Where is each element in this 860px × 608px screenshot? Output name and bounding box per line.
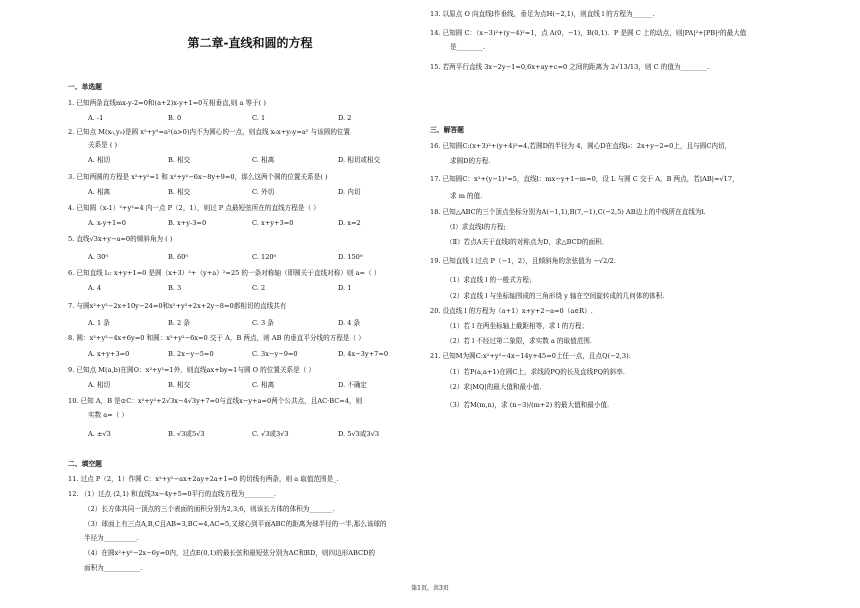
text-line: B. 2x−y−5=0 [168,350,214,358]
text-line: C. 相离 [252,381,275,389]
text-line: （1）求直线 l 的一般式方程； [446,276,536,284]
text-line: D. 内切 [338,188,361,196]
text-line: 是________. [450,43,486,51]
section-heading: 一、单选题 [68,83,102,91]
text-line: D. 4x−3y+7=0 [338,350,389,358]
text-line: C. 120⁰ [252,253,277,261]
text-line: A. 30⁰ [88,253,108,261]
text-line: 关系是 ( ) [88,141,118,149]
text-line: B. 相交 [168,188,191,196]
text-line: 面积为___________. [84,564,143,572]
text-line: B. 相交 [168,381,191,389]
text-line: （3）球面上有三点A,B,C且AB=3,BC=4,AC=5,又球心到平面ABC的距离为球半径的一半,那么该球的 [84,520,387,528]
text-line: 15. 若两平行直线 3x−2y−1=0,6x+ay+c=0 之间的距离为 2√13/13，则 C 的值为________. [430,63,709,71]
text-line: （3）若M(m,n)，求 (n−3)/(m+2) 的最大值和最小值. [446,401,610,409]
text-line: 11. 过点 P（2，1）作圆 C：x²+y²−ax+2ay+2a+1=0 的切线有两条，则 a 取值范围是_. [68,475,339,483]
text-line: 20. 设直线 l 的方程为（a+1）x+y+2−a=0（a∈R）. [430,307,593,315]
text-line: D. 1 [338,284,352,292]
text-line: A. 相离 [88,188,111,196]
page-title: 第二章-直线和圆的方程 [187,36,313,50]
text-line: A. x+y+3=0 [88,350,130,358]
text-line: C. 3x−y−9=0 [252,350,298,358]
text-line: 13. 以原点 O 向直线l作垂线，垂足为点H(−2,1)，则直线 l 的方程为______. [430,10,655,18]
page-footer: 第1页，共3页 [411,585,449,592]
text-line: 10. 已知 A，B 是⊙C：x²+y²+2√3x−4√3y+7=0与直线x−y+a=0两个公共点，且AC·BC=4，则 [68,397,363,405]
text-line: C. 1 [252,114,266,122]
text-line: D. 4 条 [338,319,361,327]
text-line: A. 1 条 [88,319,110,327]
text-line: （Ⅰ）求直线l的方程; [446,223,506,231]
text-line: 求圆D的方程. [450,157,491,165]
text-line: （1）若 l 在两坐标轴上截距相等，求 l 的方程； [446,322,589,330]
text-line: D. 2 [338,114,352,122]
text-line: 8. 圆：x²+y²−4x+6y=0 和圆：x²+y²−6x=0 交于 A，B 两点，则 AB 的垂直平分线的方程是（ ） [68,334,365,342]
section-heading: 三、解答题 [430,126,464,134]
text-line: C. x+y+3=0 [252,219,294,227]
text-line: D. 150⁰ [338,253,363,261]
text-line: （Ⅱ）若点A关于直线l的对称点为D，求△BCD的面积. [446,238,604,246]
text-line: B. x+y-3=0 [168,219,207,227]
text-line: 19. 已知直线 l 过点 P（−1，2），且倾斜角的余弦值为 −√2/2. [430,257,616,265]
text-line: 求 m 的值. [450,192,483,200]
text-line: 2. 已知点 M(x₀,y₀)是圆 x²+y²=a²(a>0)内不为圆心的一点，则直线 x₀x+y₀y=a² 与该圆的位置 [68,128,351,136]
text-line: C. √3或3√3 [252,430,289,438]
text-line: 12. （1）过点 (2,1) 和直线3x−4y+5=0平行的直线方程为_________. [68,490,277,498]
text-line: B. 0 [168,114,182,122]
text-line: B. √3或5√3 [168,430,205,438]
text-line: D. 不确定 [338,381,368,389]
text-line: 18. 已知△ABC的三个顶点坐标分别为A(−1,1),B(7,−1),C(−2,5) AB边上的中线所在直线为l. [430,208,706,216]
text-line: B. 60⁰ [168,253,189,261]
text-line: 5. 直线√3x+y−a=0的倾斜角为 ( ) [68,235,173,243]
text-line: 半径为__________. [84,534,139,542]
text-line: 7. 与圆x²+y²−2x+10y−24=0和x²+y²+2x+2y−8=0都相切的直线共有 [68,302,287,310]
text-line: （2）若 l 不经过第二象限，求实数 a 的取值范围. [446,337,592,345]
text-line: B. 2 条 [168,319,190,327]
text-line: （2）求直线 l 与坐标轴围成的三角形绕 y 轴在空间旋转成的几何体的体积. [446,292,665,300]
text-line: D. 5√3或3√3 [338,430,380,438]
text-line: A. 相切 [88,381,111,389]
text-line: 3. 已知两圆的方程是 x²+y²=1 和 x²+y²−6x−8y+9=0，那么这两个圆的位置关系是( ) [68,173,328,181]
text-line: 21. 已知M为圆C:x²+y²−4x−14y+45=0上任一点，且点Q(−2,3). [430,352,631,360]
text-line: 4. 已知圆（x-1）²+y²=4 内一点 P（2，1），则过 P 点最短弦所在的直线方程是（ ） [68,204,320,212]
text-line: 1. 已知两条直线mx-y-2=0和(a+2)x-y+1=0互相垂直,则 a 等于( ) [68,99,266,107]
text-line: （1）若P(a,a+1)在圆C上，求线段PQ的长及直线PQ的斜率. [446,368,625,376]
text-line: C. 相离 [252,156,275,164]
text-line: A. 相切 [88,156,111,164]
text-line: A. x-y+1=0 [88,219,126,227]
text-line: A. -1 [88,114,104,122]
text-line: C. 2 [252,284,266,292]
text-line: 6. 已知直线 l₁: x+y+1=0 是圆（x+3）²+（y+a）²=25 的一条对称轴（即圆关于直线对称）则 a=（ ） [68,269,381,277]
text-line: 17. 已知圆C：x²+(y−1)²=5，直线l：mx−y+1−m=0，设 L 与圆 C 交于 A，B 两点，若|AB|=√17， [430,175,739,183]
text-line: （2）求|MQ|的最大值和最小值. [446,383,542,391]
text-line: 14. 已知圆 C：（x−3)²+(y−4)²=1，点 A(0，−1)，B(0,1)．P 是圆 C 上的动点，则|PA|²+|PB|²的最大值 [430,29,747,37]
text-line: （4）在圆x²+y²−2x−6y=0内，过点E(0,1)的最长弦和最短弦分别为AC和BD，则四边形ABCD的 [84,549,375,557]
text-line: C. 3 条 [252,319,274,327]
text-line: D. 相切或相交 [338,156,381,164]
text-line: B. 相交 [168,156,191,164]
text-line: A. ±√3 [88,430,111,438]
text-line: 9. 已知点 M(a,b)在圆O：x²+y²=1外，则直线ax+by=1与圆 O 的位置关系是（ ） [68,366,316,374]
text-line: 16. 已知圆C:(x+3)²+(y+4)²=4,若圆D的半径为 4，圆心D在直线l₀：2x+y−2=0上，且与圆C内切， [430,142,732,150]
text-line: A. 4 [88,284,102,292]
text-line: 实数 a=（ ） [88,411,129,419]
text-line: D. x=2 [338,219,361,227]
text-line: C. 外切 [252,188,275,196]
section-heading: 二、填空题 [68,460,102,468]
text-line: B. 3 [168,284,182,292]
text-line: （2）长方体共同一顶点的三个表面的面积分别为2,3,6，则该长方体的体积为_______. [84,505,335,513]
